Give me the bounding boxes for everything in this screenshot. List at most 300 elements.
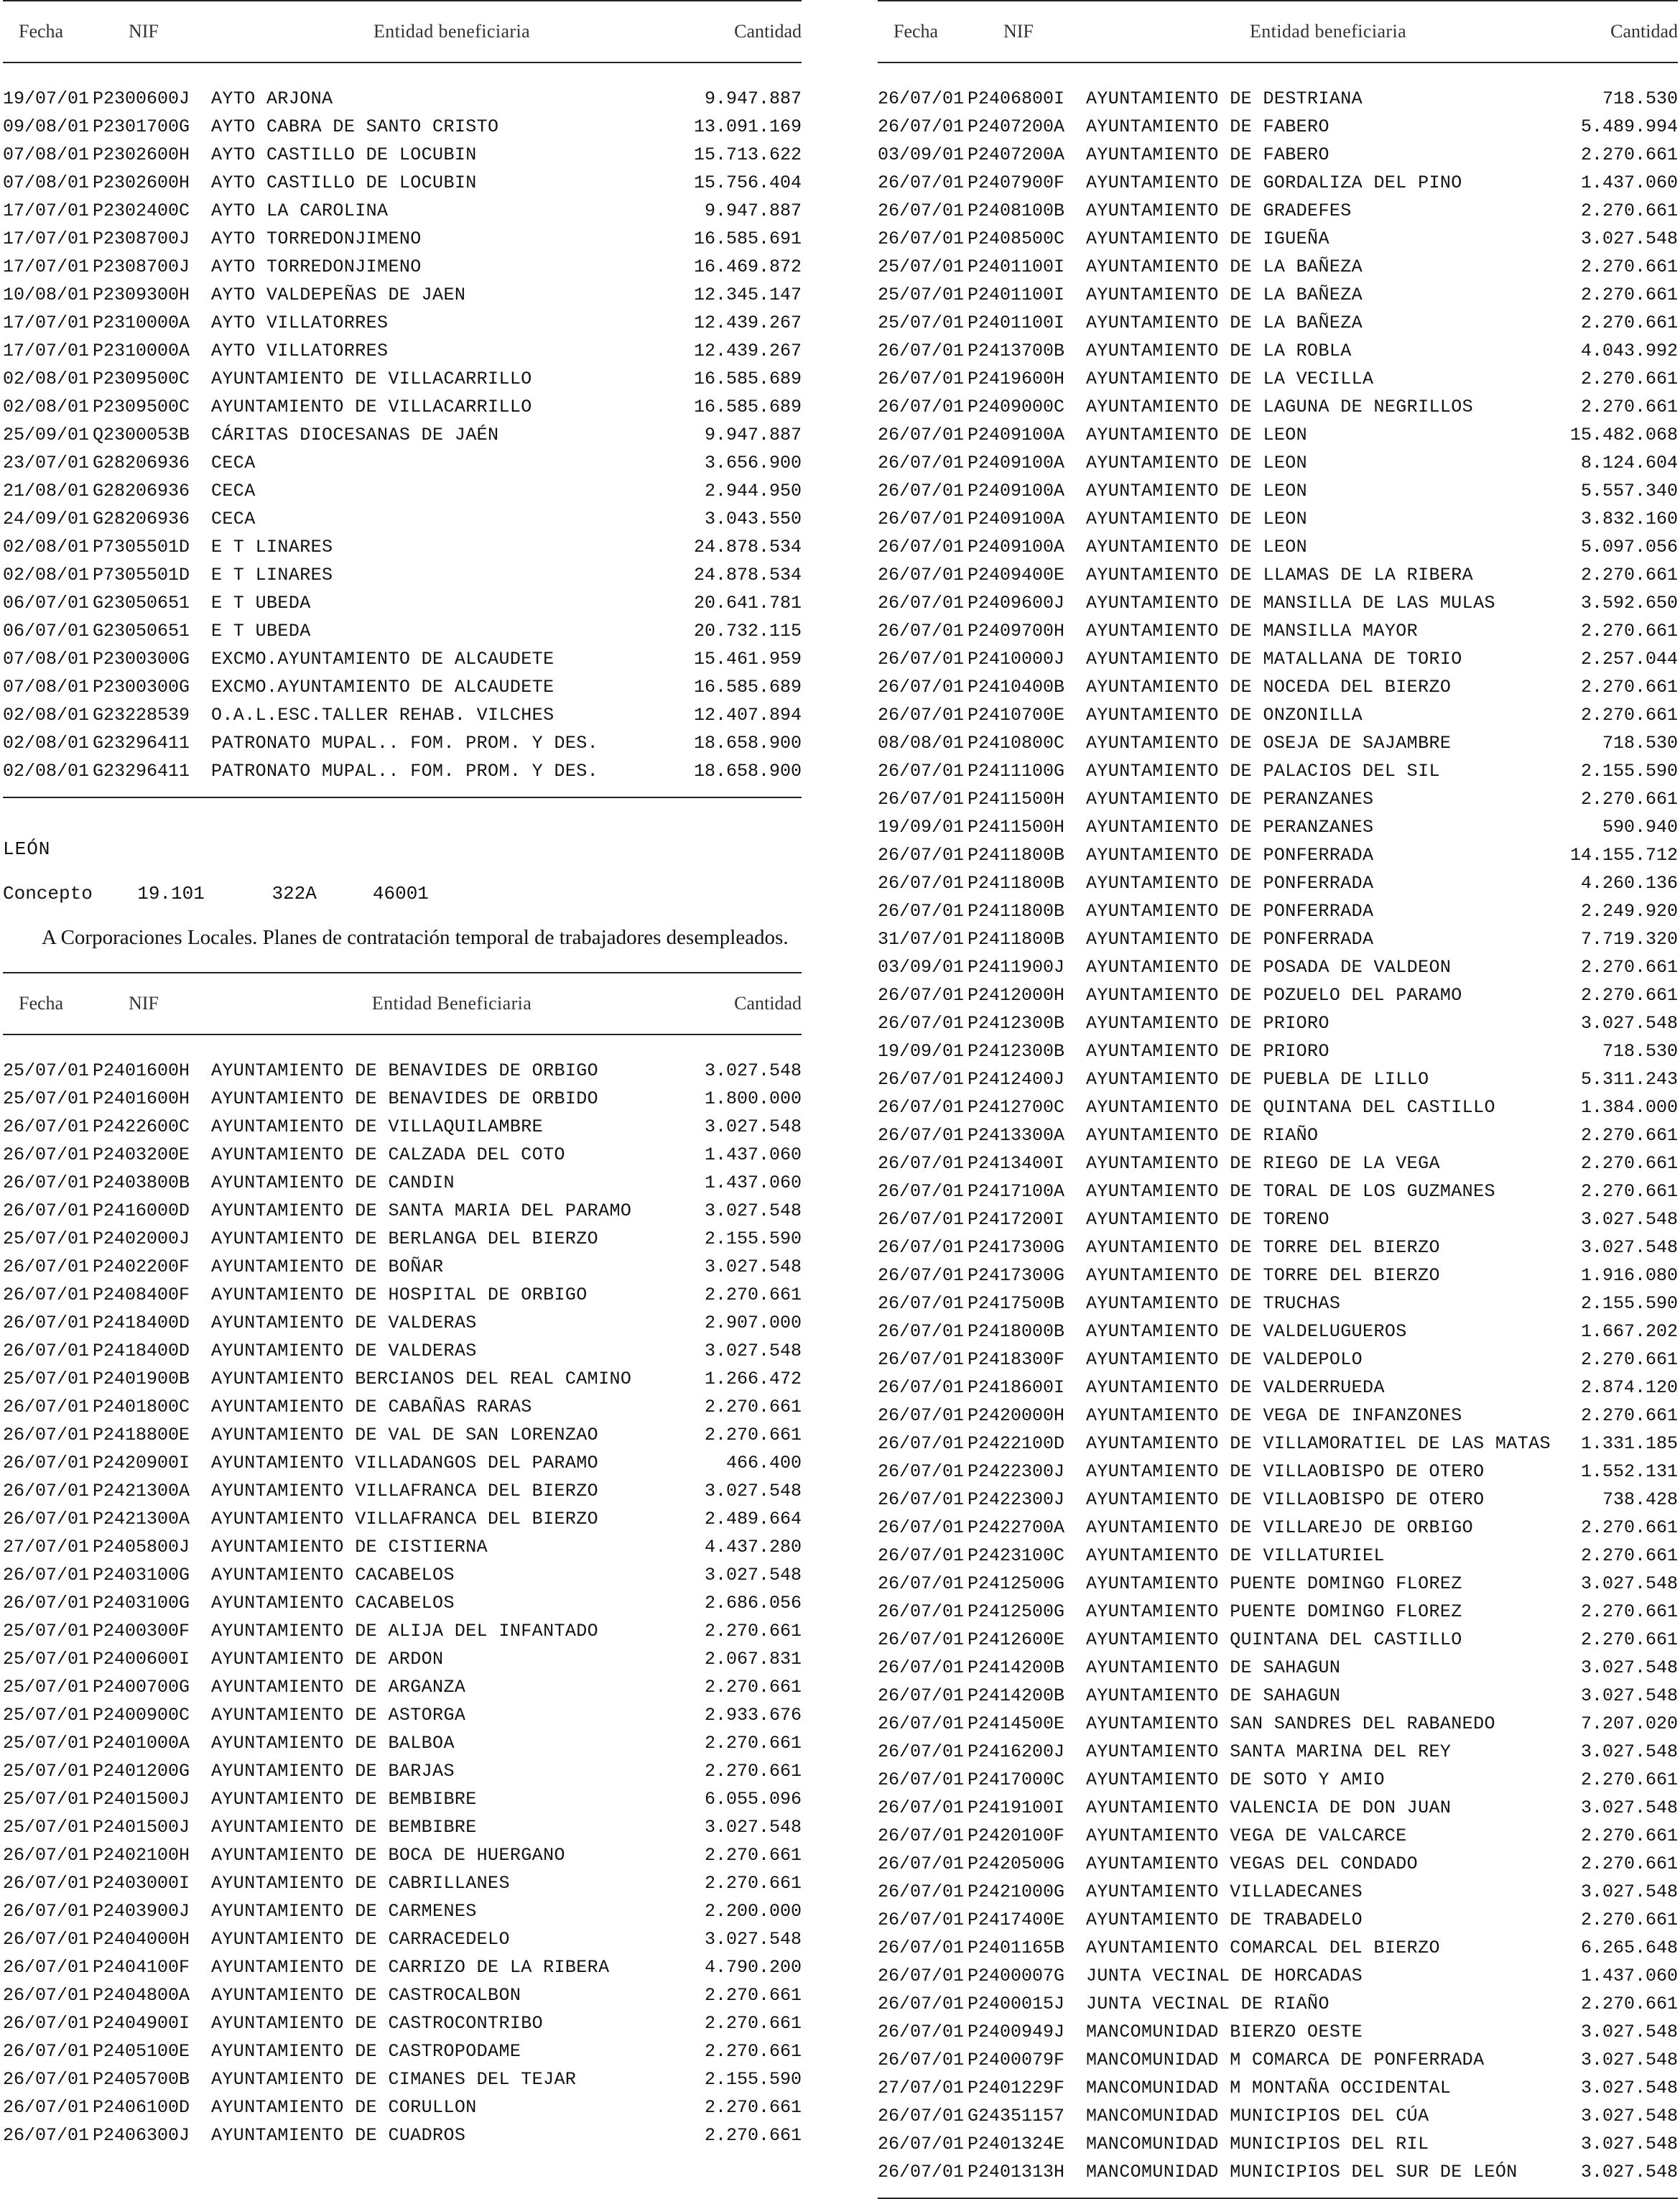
row-amount: 1.437.060 — [704, 1172, 802, 1193]
table-row — [3, 617, 802, 645]
table-row — [878, 645, 1678, 673]
row-nif: P2422100D — [967, 1433, 1065, 1454]
row-entity: AYUNTAMIENTO DE QUINTANA DEL CASTILLO — [1086, 1097, 1495, 1118]
table-row — [3, 1393, 802, 1421]
table-row — [878, 1850, 1678, 1878]
table-row — [3, 673, 802, 701]
table-row — [878, 953, 1678, 981]
row-entity: AYUNTAMIENTO DE PONFERRADA — [1086, 845, 1374, 866]
row-nif: P2414200B — [967, 1657, 1065, 1678]
row-amount: 20.641.781 — [693, 593, 802, 614]
table-row — [3, 1617, 802, 1645]
row-nif: P2410400B — [967, 677, 1065, 698]
row-entity: AYUNTAMIENTO DE SANTA MARIA DEL PARAMO — [211, 1200, 632, 1221]
row-amount: 2.155.590 — [1580, 1293, 1678, 1314]
row-amount: 718.530 — [1602, 88, 1678, 109]
table-row — [3, 1589, 802, 1617]
row-amount: 24.878.534 — [693, 537, 802, 557]
row-entity: AYUNTAMIENTO CACABELOS — [211, 1565, 455, 1585]
row-date: 26/07/01 — [878, 172, 965, 193]
row-nif: P2403100G — [93, 1593, 190, 1614]
row-entity: AYUNTAMIENTO DE LEON — [1086, 537, 1308, 557]
row-entity: AYTO LA CAROLINA — [211, 200, 389, 221]
row-date: 26/07/01 — [878, 2022, 965, 2042]
row-entity: AYUNTAMIENTO DE LLAMAS DE LA RIBERA — [1086, 565, 1474, 585]
table-row — [878, 1906, 1678, 1934]
row-entity: AYTO CASTILLO DE LOCUBIN — [211, 144, 477, 165]
row-entity: AYUNTAMIENTO DE PONFERRADA — [1086, 873, 1374, 894]
table-row — [878, 1542, 1678, 1570]
row-entity: AYUNTAMIENTO VILLADECANES — [1086, 1881, 1363, 1902]
row-date: 26/07/01 — [878, 1517, 965, 1538]
row-date: 07/08/01 — [3, 172, 90, 193]
row-nif: P2412500G — [967, 1573, 1065, 1594]
row-amount: 2.270.661 — [1580, 284, 1678, 305]
row-entity: AYUNTAMIENTO DE HOSPITAL DE ORBIGO — [211, 1284, 588, 1305]
row-nif: P2309300H — [93, 284, 190, 305]
row-entity: AYUNTAMIENTO DE RIAÑO — [1086, 1125, 1319, 1146]
row-date: 02/08/01 — [3, 705, 90, 726]
table-row — [3, 197, 802, 225]
row-nif: P2309500C — [93, 369, 190, 389]
row-amount: 5.489.994 — [1580, 116, 1678, 137]
table-row — [3, 701, 802, 729]
row-entity: AYUNTAMIENTO DE CALZADA DEL COTO — [211, 1144, 565, 1165]
row-date: 09/08/01 — [3, 116, 90, 137]
row-amount: 2.270.661 — [1580, 1994, 1678, 2014]
row-date: 26/07/01 — [878, 1489, 965, 1510]
row-amount: 2.270.661 — [1580, 200, 1678, 221]
row-entity: AYUNTAMIENTO DE TORRE DEL BIERZO — [1086, 1237, 1440, 1258]
row-date: 26/07/01 — [878, 1293, 965, 1314]
row-amount: 3.027.548 — [1580, 2078, 1678, 2098]
row-amount: 2.270.661 — [1580, 256, 1678, 277]
table-bottom-rule — [3, 797, 802, 798]
row-date: 26/07/01 — [878, 1797, 965, 1818]
row-date: 25/07/01 — [3, 1228, 90, 1249]
row-entity: AYUNTAMIENTO DE NOCEDA DEL BIERZO — [1086, 677, 1452, 698]
row-nif: P2403900J — [93, 1901, 190, 1922]
table-row — [3, 645, 802, 673]
row-amount: 12.345.147 — [693, 284, 802, 305]
table-row — [878, 1738, 1678, 1766]
table-row — [3, 1673, 802, 1701]
row-entity: MANCOMUNIDAD MUNICIPIOS DEL CÚA — [1086, 2106, 1429, 2126]
table-row — [3, 1757, 802, 1785]
table-row — [878, 2158, 1678, 2186]
row-nif: P2410700E — [967, 705, 1065, 726]
row-date: 26/07/01 — [878, 1881, 965, 1902]
row-date: 17/07/01 — [3, 200, 90, 221]
row-entity: AYUNTAMIENTO DE POZUELO DEL PARAMO — [1086, 985, 1462, 1006]
row-entity: AYUNTAMIENTO DE OSEJA DE SAJAMBRE — [1086, 733, 1452, 754]
row-entity: AYUNTAMIENTO SANTA MARINA DEL REY — [1086, 1741, 1452, 1762]
row-date: 25/07/01 — [3, 1649, 90, 1670]
row-entity: MANCOMUNIDAD MUNICIPIOS DEL SUR DE LEÓN — [1086, 2162, 1518, 2182]
row-entity: AYUNTAMIENTO DE CARRACEDELO — [211, 1929, 510, 1950]
row-nif: P2417000C — [967, 1769, 1065, 1790]
header-cantidad: Cantidad — [734, 21, 802, 42]
row-amount: 738.428 — [1602, 1489, 1678, 1510]
row-entity: AYTO VILLATORRES — [211, 341, 389, 361]
row-entity: AYUNTAMIENTO BERCIANOS DEL REAL CAMINO — [211, 1369, 632, 1389]
row-nif: P2422300J — [967, 1489, 1065, 1510]
row-nif: G23296411 — [93, 733, 190, 754]
table-row — [878, 1822, 1678, 1850]
row-nif: P2401229F — [967, 2078, 1065, 2098]
table-row — [878, 225, 1678, 253]
row-date: 25/07/01 — [3, 1817, 90, 1838]
row-nif: P2402200F — [93, 1256, 190, 1277]
table-row — [878, 701, 1678, 729]
table-row — [878, 1177, 1678, 1205]
row-nif: P2400079F — [967, 2050, 1065, 2070]
row-entity: CECA — [211, 509, 256, 529]
row-amount: 4.260.136 — [1580, 873, 1678, 894]
row-date: 25/07/01 — [3, 1705, 90, 1726]
table-row — [878, 1093, 1678, 1121]
row-date: 26/07/01 — [3, 1901, 90, 1922]
row-entity: AYUNTAMIENTO DE PERANZANES — [1086, 789, 1374, 810]
row-entity: AYTO VALDEPEÑAS DE JAEN — [211, 284, 466, 305]
row-entity: AYUNTAMIENTO DE VILLAOBISPO DE OTERO — [1086, 1489, 1485, 1510]
row-date: 26/07/01 — [878, 1966, 965, 1986]
row-date: 26/07/01 — [878, 1741, 965, 1762]
table-row — [3, 309, 802, 337]
row-date: 26/07/01 — [878, 1069, 965, 1090]
row-amount: 3.027.548 — [1580, 1013, 1678, 1034]
row-amount: 7.719.320 — [1580, 929, 1678, 950]
row-amount: 5.097.056 — [1580, 537, 1678, 557]
table-row — [3, 1505, 802, 1533]
row-amount: 5.311.243 — [1580, 1069, 1678, 1090]
row-date: 26/07/01 — [878, 481, 965, 501]
row-entity: AYUNTAMIENTO DE LA BAÑEZA — [1086, 284, 1363, 305]
row-date: 26/07/01 — [3, 1509, 90, 1529]
table-row — [878, 1878, 1678, 1906]
row-nif: P2400900C — [93, 1705, 190, 1726]
row-entity: AYUNTAMIENTO DE PONFERRADA — [1086, 929, 1374, 950]
row-nif: P2411500H — [967, 817, 1065, 838]
row-entity: AYTO CASTILLO DE LOCUBIN — [211, 172, 477, 193]
row-nif: P2414200B — [967, 1685, 1065, 1706]
row-amount: 718.530 — [1602, 1041, 1678, 1062]
row-date: 26/07/01 — [878, 453, 965, 473]
row-date: 27/07/01 — [3, 1537, 90, 1557]
row-date: 19/07/01 — [3, 88, 90, 109]
row-date: 25/07/01 — [878, 284, 965, 305]
row-nif: P2420500G — [967, 1853, 1065, 1874]
table-row — [878, 1402, 1678, 1430]
row-entity: EXCMO.AYUNTAMIENTO DE ALCAUDETE — [211, 649, 554, 670]
table-row — [878, 1346, 1678, 1374]
row-amount: 2.155.590 — [704, 1228, 802, 1249]
row-entity: AYUNTAMIENTO DE ONZONILLA — [1086, 705, 1363, 726]
row-nif: P2300300G — [93, 649, 190, 670]
table-row — [878, 1626, 1678, 1654]
row-amount: 2.270.661 — [704, 1845, 802, 1866]
row-amount: 2.270.661 — [1580, 985, 1678, 1006]
row-amount: 2.249.920 — [1580, 901, 1678, 922]
row-date: 25/07/01 — [3, 1733, 90, 1754]
row-amount: 3.027.548 — [704, 1116, 802, 1137]
row-nif: P2308700J — [93, 228, 190, 249]
row-amount: 1.437.060 — [1580, 172, 1678, 193]
row-entity: AYUNTAMIENTO DE VILLACARRILLO — [211, 397, 532, 417]
row-entity: AYUNTAMIENTO DE LA ROBLA — [1086, 341, 1352, 361]
row-nif: P2405800J — [93, 1537, 190, 1557]
table-row — [878, 1794, 1678, 1822]
row-entity: AYUNTAMIENTO DE CISTIERNA — [211, 1537, 488, 1557]
row-amount: 2.270.661 — [704, 1761, 802, 1782]
row-nif: P2403800B — [93, 1172, 190, 1193]
row-amount: 2.489.664 — [704, 1509, 802, 1529]
row-nif: P2411500H — [967, 789, 1065, 810]
row-entity: AYUNTAMIENTO SAN SANDRES DEL RABANEDO — [1086, 1713, 1495, 1734]
row-amount: 3.027.548 — [704, 1341, 802, 1361]
row-entity: AYUNTAMIENTO DE VILLAMORATIEL DE LAS MATAS — [1086, 1433, 1551, 1454]
row-nif: P2403000I — [93, 1873, 190, 1894]
row-nif: P2410000J — [967, 649, 1065, 670]
table-header — [878, 1, 1678, 62]
row-nif: P2401165B — [967, 1938, 1065, 1958]
row-amount: 3.027.548 — [1580, 228, 1678, 249]
table-row — [3, 421, 802, 449]
row-date: 26/07/01 — [878, 1573, 965, 1594]
row-entity: AYUNTAMIENTO DE CABAÑAS RARAS — [211, 1397, 532, 1417]
row-nif: P2400015J — [967, 1994, 1065, 2014]
row-entity: AYUNTAMIENTO DE VALDEPOLO — [1086, 1349, 1363, 1370]
row-date: 26/07/01 — [878, 200, 965, 221]
header-cantidad: Cantidad — [1610, 21, 1678, 42]
row-date: 26/07/01 — [878, 1938, 965, 1958]
table-row — [3, 561, 802, 589]
row-amount: 718.530 — [1602, 733, 1678, 754]
row-nif: P2413400I — [967, 1153, 1065, 1174]
row-nif: G23050651 — [93, 593, 190, 614]
row-date: 26/07/01 — [878, 341, 965, 361]
row-nif: P2421300A — [93, 1509, 190, 1529]
table-row — [3, 1337, 802, 1365]
row-date: 19/09/01 — [878, 817, 965, 838]
row-nif: P2419600H — [967, 369, 1065, 389]
table-row — [878, 2018, 1678, 2046]
table-row — [3, 449, 802, 477]
row-nif: P2412300B — [967, 1013, 1065, 1034]
table-row — [3, 85, 802, 113]
row-date: 26/07/01 — [878, 1321, 965, 1342]
row-nif: P2418800E — [93, 1425, 190, 1445]
row-entity: AYUNTAMIENTO DE TRUCHAS — [1086, 1293, 1341, 1314]
row-nif: P2411900J — [967, 957, 1065, 978]
row-nif: P2416000D — [93, 1200, 190, 1221]
table-row — [3, 141, 802, 169]
table-row — [878, 393, 1678, 421]
row-nif: P2419100I — [967, 1797, 1065, 1818]
row-entity: AYUNTAMIENTO DE CORULLON — [211, 2097, 477, 2118]
row-amount: 2.270.661 — [1580, 1545, 1678, 1566]
row-nif: P2400600I — [93, 1649, 190, 1670]
row-nif: P2402000J — [93, 1228, 190, 1249]
row-nif: P2412400J — [967, 1069, 1065, 1090]
row-amount: 24.878.534 — [693, 565, 802, 585]
row-nif: P2421300A — [93, 1481, 190, 1501]
row-amount: 16.469.872 — [693, 256, 802, 277]
row-nif: P2400949J — [967, 2022, 1065, 2042]
row-entity: O.A.L.ESC.TALLER REHAB. VILCHES — [211, 705, 554, 726]
row-amount: 2.686.056 — [704, 1593, 802, 1614]
row-date: 03/09/01 — [878, 957, 965, 978]
row-entity: AYUNTAMIENTO DE VALDERAS — [211, 1341, 477, 1361]
row-entity: AYUNTAMIENTO DE FABERO — [1086, 116, 1329, 137]
row-date: 25/07/01 — [3, 1761, 90, 1782]
row-amount: 2.270.661 — [1580, 1125, 1678, 1146]
row-date: 23/07/01 — [3, 453, 90, 473]
row-nif: P2408500C — [967, 228, 1065, 249]
table-row — [3, 253, 802, 281]
table-row — [878, 1233, 1678, 1261]
row-date: 07/08/01 — [3, 677, 90, 698]
row-nif: P2408100B — [967, 200, 1065, 221]
table-row — [878, 589, 1678, 617]
row-entity: AYUNTAMIENTO DE LA BAÑEZA — [1086, 256, 1363, 277]
row-entity: AYTO CABRA DE SANTO CRISTO — [211, 116, 499, 137]
row-date: 26/07/01 — [3, 1453, 90, 1473]
table-row — [878, 1374, 1678, 1402]
row-date: 17/07/01 — [3, 256, 90, 277]
row-amount: 15.756.404 — [693, 172, 802, 193]
row-amount: 2.270.661 — [704, 1677, 802, 1698]
row-entity: AYUNTAMIENTO DE BARJAS — [211, 1761, 455, 1782]
row-entity: AYUNTAMIENTO DE LEON — [1086, 509, 1308, 529]
row-entity: AYUNTAMIENTO DE BERLANGA DEL BIERZO — [211, 1228, 599, 1249]
row-amount: 2.270.661 — [704, 2097, 802, 2118]
row-entity: E T UBEDA — [211, 621, 311, 642]
row-date: 26/07/01 — [3, 2125, 90, 2146]
row-amount: 12.407.894 — [693, 705, 802, 726]
row-date: 07/08/01 — [3, 144, 90, 165]
row-entity: AYUNTAMIENTO DE GRADEFES — [1086, 200, 1352, 221]
table-row — [3, 225, 802, 253]
concepto-line: Concepto 19.101 322A 46001 — [3, 883, 429, 904]
row-entity: AYUNTAMIENTO VEGA DE VALCARCE — [1086, 1825, 1407, 1846]
row-entity: AYUNTAMIENTO DE PRIORO — [1086, 1013, 1329, 1034]
row-nif: P2402100H — [93, 1845, 190, 1866]
row-amount: 2.270.661 — [1580, 1909, 1678, 1930]
row-nif: P2420900I — [93, 1453, 190, 1473]
row-nif: P2401500J — [93, 1789, 190, 1810]
table-row — [878, 673, 1678, 701]
table-row — [878, 1766, 1678, 1794]
row-nif: P2401100I — [967, 284, 1065, 305]
table-row — [878, 757, 1678, 785]
row-entity: AYUNTAMIENTO DE PRIORO — [1086, 1041, 1329, 1062]
row-amount: 3.027.548 — [1580, 2050, 1678, 2070]
row-entity: AYUNTAMIENTO DE BOÑAR — [211, 1256, 444, 1277]
row-amount: 1.437.060 — [704, 1144, 802, 1165]
row-amount: 3.027.548 — [704, 1256, 802, 1277]
row-amount: 2.270.661 — [704, 2125, 802, 2146]
row-entity: AYUNTAMIENTO DE CIMANES DEL TEJAR — [211, 2069, 577, 2090]
row-nif: P2308700J — [93, 256, 190, 277]
row-entity: E T UBEDA — [211, 593, 311, 614]
row-entity: AYUNTAMIENTO DE FABERO — [1086, 144, 1329, 165]
row-amount: 3.027.548 — [1580, 2022, 1678, 2042]
row-nif: P2301700G — [93, 116, 190, 137]
table-row — [878, 1934, 1678, 1962]
table-row — [878, 813, 1678, 841]
header-cantidad: Cantidad — [734, 993, 802, 1014]
leon-grants-table — [3, 1035, 802, 2161]
table-row — [3, 1253, 802, 1281]
row-amount: 3.027.548 — [1580, 1209, 1678, 1230]
row-nif: P2409100A — [967, 481, 1065, 501]
row-entity: AYUNTAMIENTO DE VILLAREJO DE ORBIGO — [1086, 1517, 1474, 1538]
row-amount: 9.947.887 — [704, 200, 802, 221]
row-nif: P2409100A — [967, 453, 1065, 473]
row-nif: P2302400C — [93, 200, 190, 221]
row-entity: AYUNTAMIENTO DE CASTROCALBON — [211, 1985, 521, 2006]
row-amount: 2.270.661 — [1580, 1825, 1678, 1846]
row-date: 26/07/01 — [878, 761, 965, 782]
row-amount: 2.270.661 — [1580, 957, 1678, 978]
row-amount: 2.270.661 — [1580, 621, 1678, 642]
row-amount: 16.585.689 — [693, 677, 802, 698]
row-entity: AYUNTAMIENTO DE CABRILLANES — [211, 1873, 510, 1894]
row-amount: 3.027.548 — [1580, 1741, 1678, 1762]
table-row — [878, 141, 1678, 169]
row-amount: 2.270.661 — [1580, 705, 1678, 726]
row-amount: 3.027.548 — [1580, 2106, 1678, 2126]
table-row — [878, 309, 1678, 337]
table-row — [3, 1561, 802, 1589]
row-date: 26/07/01 — [3, 1929, 90, 1950]
row-amount: 3.027.548 — [1580, 1881, 1678, 1902]
row-entity: JUNTA VECINAL DE HORCADAS — [1086, 1966, 1363, 1986]
row-nif: P2409100A — [967, 425, 1065, 445]
row-entity: MANCOMUNIDAD MUNICIPIOS DEL RIL — [1086, 2134, 1429, 2154]
row-nif: G28206936 — [93, 509, 190, 529]
row-amount: 2.270.661 — [1580, 144, 1678, 165]
table-row — [878, 2074, 1678, 2102]
row-nif: P2412600E — [967, 1629, 1065, 1650]
table-row — [3, 1869, 802, 1897]
row-date: 26/07/01 — [878, 425, 965, 445]
row-amount: 3.027.548 — [704, 1817, 802, 1838]
table-row — [3, 2093, 802, 2121]
row-nif: G24351157 — [967, 2106, 1065, 2126]
row-entity: AYUNTAMIENTO DE CARMENES — [211, 1901, 477, 1922]
header-entidad: Entidad Beneficiaria — [371, 993, 532, 1014]
row-date: 26/07/01 — [3, 1256, 90, 1277]
row-amount: 3.027.548 — [1580, 1657, 1678, 1678]
row-date: 26/07/01 — [878, 901, 965, 922]
row-date: 25/09/01 — [3, 425, 90, 445]
table-row — [878, 561, 1678, 589]
table-row — [3, 281, 802, 309]
row-nif: P2401500J — [93, 1817, 190, 1838]
row-date: 26/07/01 — [878, 1377, 965, 1398]
row-entity: AYUNTAMIENTO PUENTE DOMINGO FLOREZ — [1086, 1573, 1462, 1594]
row-nif: P2401800C — [93, 1397, 190, 1417]
row-nif: P2422600C — [93, 1116, 190, 1137]
row-date: 07/08/01 — [3, 649, 90, 670]
table-row — [878, 2046, 1678, 2074]
row-date: 26/07/01 — [3, 2097, 90, 2118]
row-nif: P2411800B — [967, 929, 1065, 950]
row-amount: 2.270.661 — [704, 1397, 802, 1417]
table-row — [3, 169, 802, 197]
